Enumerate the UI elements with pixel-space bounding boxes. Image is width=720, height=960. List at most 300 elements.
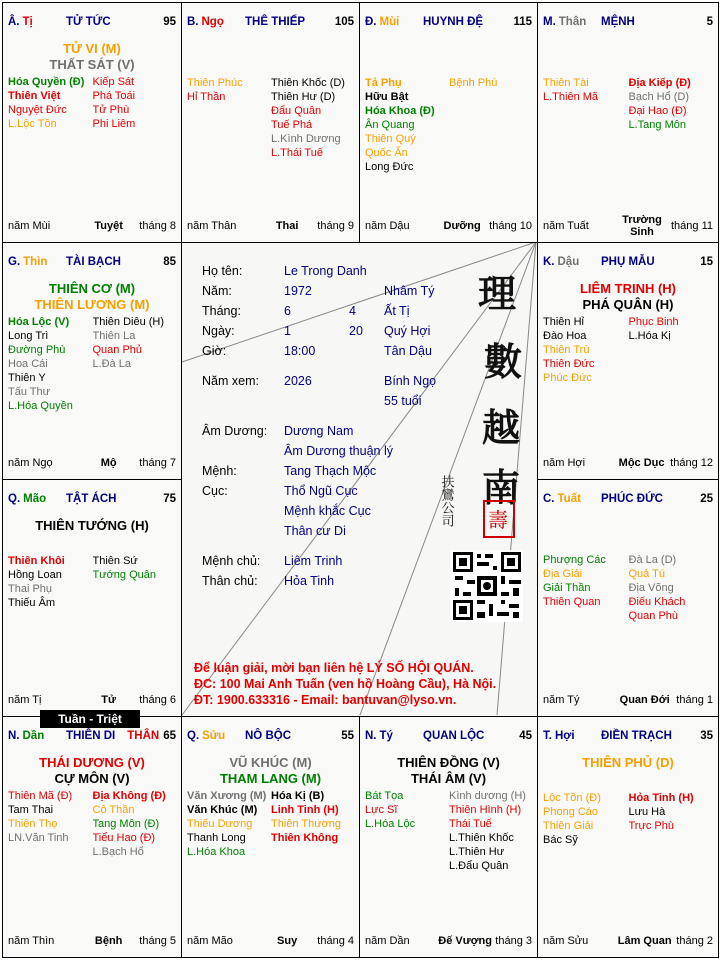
palace-name: PHÚC ĐỨC <box>601 493 663 505</box>
minor-stars-left <box>543 553 629 623</box>
minor-star: Hóa Lộc (V) <box>8 316 70 328</box>
palace-header <box>543 729 713 743</box>
minor-star: Thiên Thọ <box>8 818 58 830</box>
tuan-triet-badge: Tuần - Triệt <box>40 710 140 728</box>
birth-hour-can: Tân Dậu <box>384 344 432 358</box>
minor-star: Điếu Khách <box>628 596 686 608</box>
minor-star: Thiên Hỉ <box>543 316 584 328</box>
main-star: THIÊN LƯƠNG (M) <box>34 297 150 312</box>
minor-star: Phục Binh <box>628 316 679 328</box>
limit-year: năm Tuất <box>543 220 589 232</box>
palace-name: NÔ BỘC <box>245 730 291 742</box>
palace-number: 15 <box>700 256 713 268</box>
minor-star: Bệnh Phù <box>449 77 498 89</box>
minor-stars <box>365 789 533 873</box>
cuc-note: Mệnh khắc Cục <box>284 504 371 518</box>
palace-header <box>543 255 713 269</box>
main-star: THIÊN CƠ (M) <box>48 281 136 296</box>
palace-cell-tuat <box>537 479 719 717</box>
branch-name: Tuất <box>557 493 581 505</box>
minor-stars-right <box>93 554 178 610</box>
palace-branch <box>543 256 601 268</box>
than-marker: THÂN <box>127 730 160 742</box>
main-star: THAM LANG (M) <box>219 771 322 786</box>
minor-stars-left <box>365 76 449 174</box>
palace-header <box>8 729 176 743</box>
minor-star: LN.Văn Tinh <box>8 832 69 844</box>
branch-stem: N. <box>365 730 377 742</box>
view-year-can: Bính Ngọ <box>384 374 437 388</box>
limit-year: năm Sửu <box>543 935 589 947</box>
palace-cell-ngo <box>181 2 360 243</box>
palace-number: 95 <box>163 16 176 28</box>
than-cu: Thân cư Di <box>284 524 346 538</box>
life-stage: Bệnh <box>94 935 123 947</box>
minor-star: Thiếu Dương <box>187 818 253 830</box>
minor-star: Tấu Thư <box>8 386 51 398</box>
minor-star: Thiên Hình (H) <box>449 804 522 816</box>
branch-name: Thân <box>558 16 587 28</box>
limit-year: năm Ngọ <box>8 457 53 469</box>
minor-star: Đà La (D) <box>628 554 677 566</box>
minor-star: Trực Phù <box>628 820 674 832</box>
palace-name: HUYNH ĐỆ <box>423 16 484 28</box>
minor-star: Tiểu Hao (Đ) <box>92 832 156 844</box>
minor-star: Phi Liêm <box>92 118 136 130</box>
main-stars <box>538 281 718 313</box>
palace-footer <box>8 219 176 233</box>
palace-header <box>543 492 713 506</box>
minor-star: L.Hóa Kị <box>628 330 671 342</box>
life-stage: Tuyệt <box>94 220 123 232</box>
branch-stem: T. <box>543 730 552 742</box>
birth-month-can: Ất Tị <box>384 304 410 318</box>
minor-star: Ân Quang <box>365 119 415 131</box>
palace-name: ĐIỀN TRẠCH <box>601 730 672 742</box>
palace-footer <box>543 693 713 707</box>
minor-stars <box>187 789 355 859</box>
palace-footer <box>543 456 713 470</box>
branch-name: Hợi <box>554 730 575 742</box>
branch-name: Tị <box>22 16 33 28</box>
branch-stem: Q. <box>187 730 200 742</box>
life-stage: Dưỡng <box>443 220 481 232</box>
minor-star: L.Tang Môn <box>628 119 686 131</box>
minor-star: Văn Khúc (M) <box>187 804 258 816</box>
life-stage: Mộc Dục <box>618 457 665 469</box>
palace-branch <box>365 730 423 742</box>
limit-month: tháng 11 <box>670 220 713 232</box>
minor-star: L.Thái Tuế <box>271 147 323 159</box>
birth-month-lunar: 4 <box>349 304 356 318</box>
palace-branch <box>543 16 601 28</box>
palace-footer <box>8 934 176 948</box>
minor-stars <box>8 75 177 131</box>
view-year-label: Năm xem: <box>202 374 259 388</box>
cuc-label: Cục: <box>202 484 228 498</box>
palace-name: TÀI BẠCH <box>66 256 121 268</box>
palace-cell-hoi <box>537 716 719 958</box>
life-stage: Tử <box>101 694 116 706</box>
palace-branch <box>543 493 601 505</box>
minor-stars <box>8 789 177 859</box>
palace-name: PHỤ MẪU <box>601 256 655 268</box>
minor-star: L.Thiên Mã <box>543 91 599 103</box>
minor-star: Hữu Bật <box>365 91 409 103</box>
palace-cell-suu <box>181 716 360 958</box>
view-year: 2026 <box>284 374 312 388</box>
minor-star: Thai Phụ <box>8 583 53 595</box>
palace-cell-ty <box>2 2 182 243</box>
palace-footer <box>543 934 713 948</box>
limit-year: năm Tý <box>543 694 580 706</box>
palace-footer <box>187 219 354 233</box>
palace-header <box>365 729 532 743</box>
thanchu-value: Hỏa Tinh <box>284 574 335 588</box>
limit-year: năm Tị <box>8 694 42 706</box>
branch-stem: Â. <box>8 16 20 28</box>
minor-stars-right <box>629 76 715 132</box>
month-label: Tháng: <box>202 304 241 318</box>
seal-char-4: 南 <box>482 465 521 510</box>
main-stars <box>538 755 718 771</box>
minor-star: Đào Hoa <box>543 330 587 342</box>
minor-star: Thiên Thương <box>271 818 342 830</box>
limit-year: năm Dậu <box>365 220 410 232</box>
minor-stars-right <box>93 75 178 131</box>
minor-star: Quả Tú <box>628 568 665 580</box>
palace-number: 65 <box>163 730 176 742</box>
limit-year: năm Thìn <box>8 935 55 947</box>
minor-star: Thiên Đức <box>543 358 595 370</box>
palace-header <box>187 15 354 29</box>
palace-name: THÊ THIẾP <box>245 16 306 28</box>
minor-stars-right <box>629 553 715 623</box>
minor-star: Đường Phù <box>8 344 66 356</box>
minor-star: Tả Phụ <box>365 77 402 89</box>
palace-number: 115 <box>513 16 532 28</box>
minor-star: Hóa Kị (B) <box>271 790 325 802</box>
main-stars <box>3 281 181 313</box>
minor-stars-left <box>8 315 93 413</box>
minor-star: L.Đà La <box>92 358 132 370</box>
birth-year: 1972 <box>284 284 312 298</box>
branch-stem: Đ. <box>365 16 377 28</box>
limit-month: tháng 5 <box>139 935 176 947</box>
branch-stem: G. <box>8 256 21 268</box>
minor-star: Quan Phù <box>628 610 679 622</box>
minor-star: Lưu Hà <box>628 806 666 818</box>
minor-star: L.Hóa Quyền <box>8 400 73 412</box>
birth-day: 1 <box>284 324 291 338</box>
minor-stars-right <box>93 789 178 859</box>
palace-number: 85 <box>163 256 176 268</box>
palace-number: 75 <box>163 493 176 505</box>
limit-year: năm Thân <box>187 220 237 232</box>
minor-stars-right <box>271 76 355 160</box>
minor-star: Phong Cáo <box>543 806 599 818</box>
minor-star: Văn Xương (M) <box>187 790 267 802</box>
main-star: THIÊN ĐỒNG (V) <box>397 755 500 770</box>
life-stage: Trường Sinh <box>622 214 662 238</box>
minor-star: Phượng Các <box>543 554 606 566</box>
minor-stars <box>365 76 533 174</box>
main-stars <box>3 755 181 787</box>
palace-name: QUAN LỘC <box>423 730 485 742</box>
minor-star: Bác Sỹ <box>543 834 578 846</box>
birth-year-can: Nhâm Tý <box>384 284 435 298</box>
minor-stars-left <box>365 789 449 873</box>
minor-stars-left <box>8 789 93 859</box>
amduong-note: Âm Dương thuận lý <box>284 444 393 458</box>
palace-number: 5 <box>706 16 713 28</box>
minor-star: Địa Không (Đ) <box>92 790 166 802</box>
palace-number: 105 <box>334 16 354 28</box>
minor-stars-left <box>8 554 93 610</box>
minor-stars-left <box>543 791 629 847</box>
svg-text:壽: 壽 <box>488 508 508 532</box>
branch-name: Dần <box>22 730 45 742</box>
minor-star: Thiên Không <box>271 832 339 844</box>
minor-star: Tuế Phá <box>271 119 313 131</box>
palace-branch <box>187 730 245 742</box>
minor-star: Thiên Việt <box>8 90 61 102</box>
menhchu-value: Liêm Trinh <box>284 554 343 568</box>
palace-header <box>8 492 176 506</box>
minor-star: Thiên Quan <box>543 596 601 608</box>
minor-star: Kiếp Sát <box>92 76 135 88</box>
limit-month: tháng 10 <box>489 220 532 232</box>
qr-code[interactable] <box>451 550 523 622</box>
palace-cell-than <box>537 2 719 243</box>
minor-star: Kình dương (H) <box>449 790 526 802</box>
birth-day-can: Quý Hợi <box>384 324 431 338</box>
limit-year: năm Mão <box>187 935 233 947</box>
minor-stars <box>187 76 355 160</box>
palace-header <box>8 255 176 269</box>
branch-name: Thìn <box>23 256 48 268</box>
center-info-panel <box>182 243 538 717</box>
minor-star: Thiên Hư (D) <box>271 91 336 103</box>
minor-star: Tử Phù <box>92 104 130 116</box>
minor-stars-right <box>629 791 715 847</box>
minor-star: Đại Hao (Đ) <box>628 105 687 117</box>
minor-star: Bạch Hổ (D) <box>628 91 690 103</box>
limit-year: năm Mùi <box>8 220 51 232</box>
minor-star: Hỉ Thần <box>187 91 226 103</box>
minor-star: Thiên Tài <box>543 77 589 89</box>
palace-cell-dan <box>2 716 182 958</box>
minor-stars-right <box>93 315 178 413</box>
minor-star: Phúc Đức <box>543 372 592 384</box>
palace-footer <box>543 214 713 238</box>
palace-number: 25 <box>700 493 713 505</box>
main-star: CỰ MÔN (V) <box>54 771 130 786</box>
minor-star: L.Lộc Tồn <box>8 118 57 130</box>
minor-star: Tang Môn (Đ) <box>92 818 160 830</box>
cuc-value: Thổ Ngũ Cục <box>284 484 358 498</box>
palace-name: THIÊN DI <box>66 730 116 742</box>
minor-star: Thái Tuế <box>449 818 492 830</box>
branch-name: Dậu <box>557 256 580 268</box>
minor-stars <box>8 315 177 413</box>
birth-day-lunar: 20 <box>349 324 363 338</box>
minor-star: Hồng Loan <box>8 569 62 581</box>
palace-footer <box>365 219 532 233</box>
life-stage: Thai <box>275 220 299 232</box>
palace-name: TẬT ÁCH <box>66 493 117 505</box>
palace-branch <box>543 730 601 742</box>
minor-star: Thiên Phúc <box>187 77 243 89</box>
seal-small-text: 扶鸞公司 <box>440 475 454 527</box>
minor-star: L.Bạch Hổ <box>92 846 144 858</box>
life-stage: Mộ <box>100 457 117 469</box>
branch-stem: B. <box>187 16 199 28</box>
minor-stars-left <box>543 315 629 385</box>
branch-stem: K. <box>543 256 555 268</box>
minor-star: Thiên Khôi <box>8 555 65 567</box>
palace-footer <box>8 456 176 470</box>
palace-name: MỆNH <box>601 16 635 28</box>
minor-stars-left <box>8 75 93 131</box>
life-stage: Quan Đới <box>619 694 670 706</box>
palace-footer <box>8 693 176 707</box>
minor-star: Đẩu Quân <box>271 105 322 117</box>
minor-star: Phá Toái <box>92 90 136 102</box>
branch-name: Mão <box>23 493 47 505</box>
menh-value: Tang Thạch Mộc <box>284 464 377 478</box>
minor-stars <box>543 553 714 623</box>
main-stars <box>3 518 181 534</box>
minor-star: Hỏa Tinh (H) <box>628 792 694 804</box>
limit-year: năm Hợi <box>543 457 586 469</box>
palace-header <box>8 15 176 29</box>
minor-star: Tam Thai <box>8 804 54 816</box>
amduong-label: Âm Dương: <box>202 424 268 438</box>
life-stage: Suy <box>277 935 298 947</box>
limit-month: tháng 1 <box>676 694 713 706</box>
minor-star: Thiếu Âm <box>8 597 56 609</box>
limit-month: tháng 2 <box>676 935 713 947</box>
palace-branch <box>8 493 66 505</box>
minor-star: Quốc Ấn <box>365 147 408 159</box>
palace-branch <box>8 256 66 268</box>
menhchu-label: Mệnh chủ: <box>202 554 261 568</box>
limit-year: năm Dần <box>365 935 410 947</box>
seal-char-2: 數 <box>484 339 523 384</box>
palace-cell-ty2 <box>359 716 538 958</box>
palace-cell-thin <box>2 242 182 480</box>
minor-star: Hóa Khoa (Đ) <box>365 105 435 117</box>
minor-star: L.Thiên Hư <box>449 846 505 858</box>
name-label: Họ tên: <box>202 264 243 278</box>
minor-star: Quan Phủ <box>92 344 143 356</box>
minor-star: Lực Sĩ <box>365 804 398 816</box>
minor-star: Thanh Long <box>187 832 246 844</box>
minor-stars <box>8 554 177 610</box>
main-star: THIÊN TƯỚNG (H) <box>35 518 149 533</box>
minor-star: Bát Tọa <box>365 790 404 802</box>
minor-star: Thiên Y <box>8 372 46 384</box>
main-stars <box>360 755 537 787</box>
main-star: TỬ VI (M) <box>63 41 121 56</box>
minor-star: L.Kình Dương <box>271 133 341 145</box>
contact-line-2: ĐC: 100 Mai Anh Tuấn (ven hồ Hoàng Cầu), Hà Nội. <box>194 677 497 691</box>
palace-name: TỬ TỨC <box>66 16 111 28</box>
minor-star: Thiên Khốc (D) <box>271 77 345 89</box>
minor-star: Nguyệt Đức <box>8 104 67 116</box>
limit-month: tháng 9 <box>317 220 354 232</box>
palace-branch <box>365 16 423 28</box>
palace-branch <box>8 16 66 28</box>
branch-stem: N. <box>8 730 20 742</box>
minor-star: L.Hóa Khoa <box>187 846 246 858</box>
life-stage: Đế Vượng <box>438 935 492 947</box>
minor-star: Thiên Sứ <box>92 555 138 567</box>
minor-star: Thiên La <box>92 330 136 342</box>
main-star: THIÊN PHỦ (D) <box>582 755 674 770</box>
minor-star: Địa Giải <box>543 568 583 580</box>
minor-star: Địa Võng <box>628 582 674 594</box>
branch-stem: Q. <box>8 493 21 505</box>
main-star: THÁI ÂM (V) <box>410 771 487 786</box>
life-stage: Lâm Quan <box>617 935 672 947</box>
minor-star: Linh Tinh (H) <box>271 804 339 816</box>
seal-char-1: 理 <box>478 271 517 316</box>
day-label: Ngày: <box>202 324 235 338</box>
minor-stars <box>543 315 714 385</box>
palace-number: 45 <box>519 730 532 742</box>
horoscope-board <box>2 2 718 957</box>
main-stars <box>3 41 181 73</box>
minor-star: Long Trì <box>8 330 49 342</box>
branch-name: Sửu <box>202 730 226 742</box>
minor-star: Địa Kiếp (Đ) <box>628 77 691 89</box>
palace-cell-dau <box>537 242 719 480</box>
minor-stars-left <box>187 789 271 859</box>
branch-name: Tý <box>379 730 393 742</box>
palace-number: 35 <box>700 730 713 742</box>
main-stars <box>182 755 359 787</box>
branch-name: Ngọ <box>201 16 224 28</box>
birth-hour: 18:00 <box>284 344 316 358</box>
calligraphy-seal <box>440 265 526 545</box>
person-name: Le Trong Danh <box>284 264 367 278</box>
minor-star: L.Thiên Khốc <box>449 832 514 844</box>
contact-line-3: ĐT: 1900.633316 - Email: bantuvan@lyso.vn. <box>194 693 457 707</box>
minor-stars <box>543 76 714 132</box>
main-star: VŨ KHÚC (M) <box>229 755 312 770</box>
minor-star: Thiên Quý <box>365 133 416 145</box>
minor-star: L.Hóa Lộc <box>365 818 416 830</box>
palace-header <box>543 15 713 29</box>
main-star: THÁI DƯƠNG (V) <box>39 755 145 770</box>
minor-star: L.Đẩu Quân <box>449 860 509 872</box>
minor-star: Lộc Tồn (Đ) <box>543 792 601 804</box>
minor-stars-right <box>629 315 715 385</box>
minor-stars-right <box>449 76 533 174</box>
amduong-value: Dương Nam <box>284 424 354 438</box>
minor-star: Thiên Giải <box>543 820 594 832</box>
minor-star: Long Đức <box>365 161 414 173</box>
age: 55 tuổi <box>384 394 422 408</box>
palace-footer <box>365 934 532 948</box>
branch-stem: M. <box>543 16 556 28</box>
limit-month: tháng 7 <box>139 457 176 469</box>
minor-star: Giải Thần <box>543 582 591 594</box>
palace-cell-mao <box>2 479 182 717</box>
palace-footer <box>187 934 354 948</box>
